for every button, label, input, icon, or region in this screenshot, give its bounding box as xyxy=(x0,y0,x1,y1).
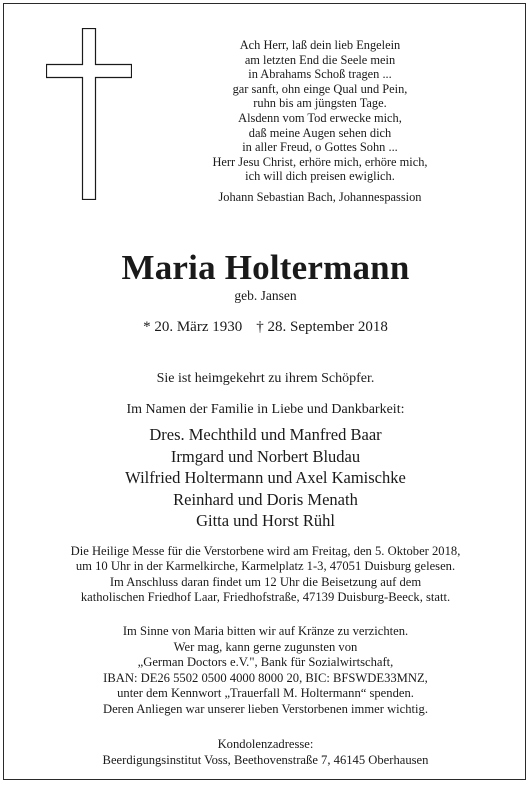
poem-line: Ach Herr, laß dein lieb Engelein xyxy=(239,38,401,52)
death-date: † 28. September 2018 xyxy=(256,319,388,335)
donation-notice xyxy=(0,624,531,717)
mass-line: um 10 Uhr in der Karmelkirche, Karmelplatz 1-3, 47051 Duisburg gelesen. xyxy=(75,559,456,574)
poem-line: ich will dich preisen ewiglich. xyxy=(245,169,395,184)
donation-line: Deren Anliegen war unserer lieben Verstorbenen immer wichtig. xyxy=(103,701,428,716)
poem-line: ruhn bis am jüngsten Tage. xyxy=(253,96,387,111)
mass-line: Im Anschluss daran findet um 12 Uhr die Beisetzung auf dem xyxy=(109,574,422,589)
condolence-text: Beerdigungsinstitut Voss, Beethovenstraße 7, 46145 Oberhausen xyxy=(102,752,429,767)
family-member: Irmgard und Norbert Bludau xyxy=(170,446,361,466)
mass-notice xyxy=(0,544,531,606)
mass-line: katholischen Friedhof Laar, Friedhofstraße, 47139 Duisburg-Beeck, statt. xyxy=(80,590,451,605)
donation-line: Wer mag, kann gerne zugunsten von xyxy=(173,639,358,654)
family-members xyxy=(0,424,531,532)
donation-line: unter dem Kennwort „Trauerfall M. Holtermann“ spenden. xyxy=(117,686,414,700)
family-member: Wilfried Holtermann und Axel Kamischke xyxy=(125,468,406,488)
birth-name: geb. Jansen xyxy=(234,288,297,303)
poem xyxy=(170,38,470,205)
deceased-name: Maria Holtermann xyxy=(121,248,410,287)
family-intro: Im Namen der Familie in Liebe und Dankbarkeit: xyxy=(126,402,405,417)
donation-line: Im Sinne von Maria bitten wir auf Kränze zu verzichten. xyxy=(122,624,409,638)
donation-line: IBAN: DE26 5502 0500 4000 8000 20, BIC: BFSWDE33MNZ, xyxy=(103,670,428,685)
poem-line: gar sanft, ohn einge Qual und Pein, xyxy=(232,81,408,96)
poem-line: am letzten End die Seele mein xyxy=(244,52,396,67)
mass-line: Die Heilige Messe für die Verstorbene wird am Freitag, den 5. Oktober 2018, xyxy=(70,544,461,558)
family-member: Gitta und Horst Rühl xyxy=(196,511,335,531)
poem-author: Johann Sebastian Bach, Johannespassion xyxy=(218,189,422,204)
cross-icon xyxy=(46,28,132,200)
family-member: Reinhard und Doris Menath xyxy=(173,489,358,509)
family-member: Dres. Mechthild und Manfred Baar xyxy=(149,425,382,444)
poem-line: in Abrahams Schoß tragen ... xyxy=(248,67,392,82)
condolence-heading: Kondolenzadresse: xyxy=(217,737,314,751)
poem-line: in aller Freud, o Gottes Sohn ... xyxy=(242,140,398,155)
donation-line: „German Doctors e.V.", Bank für Sozialwirtschaft, xyxy=(137,655,394,669)
poem-line: Herr Jesu Christ, erhöre mich, erhöre mich, xyxy=(212,154,428,169)
birth-date: * 20. März 1930 xyxy=(143,319,243,335)
life-dates xyxy=(0,318,531,336)
poem-line: daß meine Augen sehen dich xyxy=(248,125,392,140)
poem-line: Alsdenn vom Tod erwecke mich, xyxy=(238,110,402,125)
statement: Sie ist heimgekehrt zu ihrem Schöpfer. xyxy=(156,371,375,386)
condolence-address xyxy=(0,737,531,768)
